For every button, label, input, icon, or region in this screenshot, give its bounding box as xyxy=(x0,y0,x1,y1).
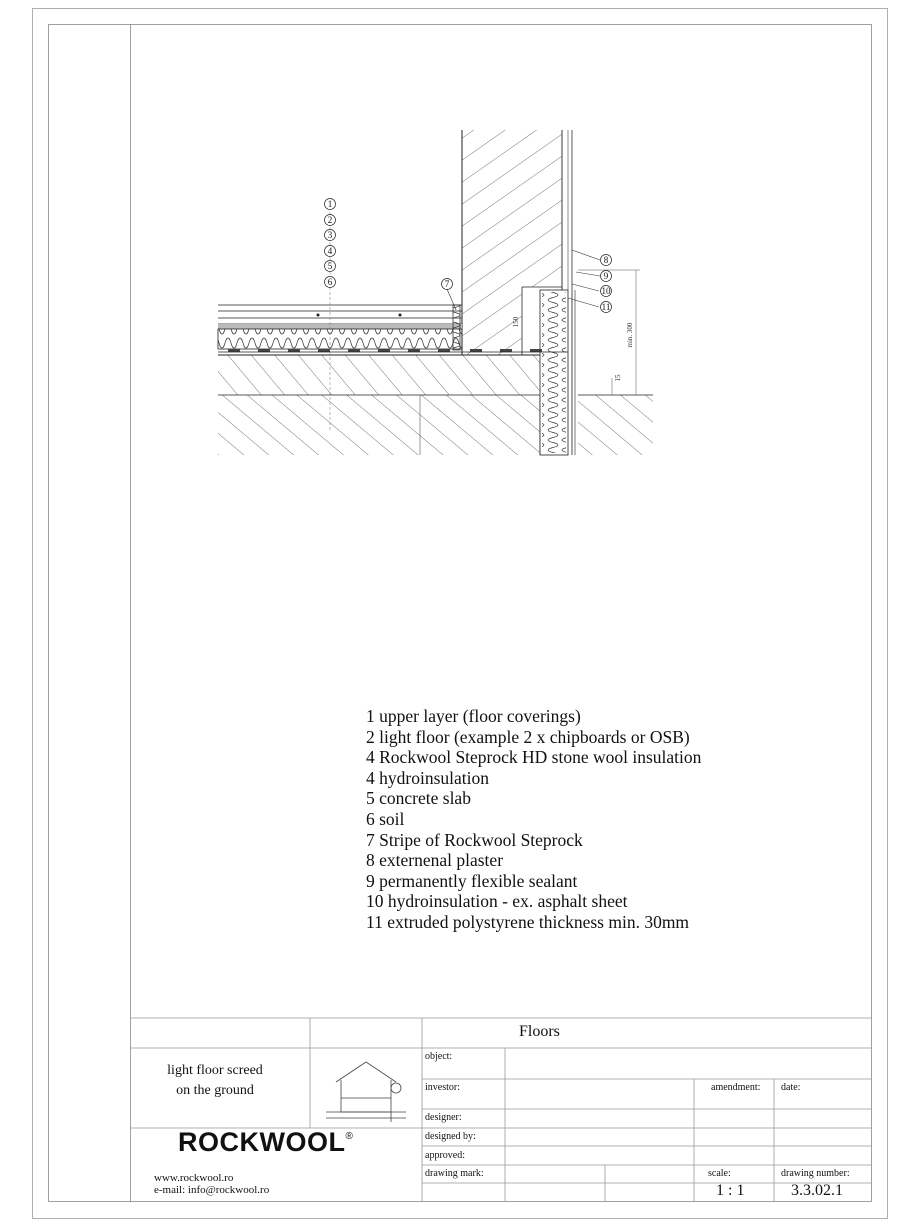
website-text: www.rockwool.ro xyxy=(154,1172,234,1184)
legend-item: 4 hydroinsulation xyxy=(366,767,489,788)
email-text: e-mail: info@rockwool.ro xyxy=(154,1184,270,1196)
dim-min-300: min. 300 xyxy=(626,322,634,348)
callout-6: 6 xyxy=(327,277,333,287)
drawing-number-label: drawing number: xyxy=(781,1168,850,1179)
callout-11: 11 xyxy=(601,302,611,312)
callout-10: 10 xyxy=(601,286,611,296)
legend-item: 6 soil xyxy=(366,808,405,829)
legend xyxy=(366,706,701,933)
legend-item: 8 externenal plaster xyxy=(366,850,504,871)
callout-7: 7 xyxy=(444,279,450,289)
object-label: object: xyxy=(425,1051,453,1062)
amendment-label: amendment: xyxy=(711,1082,761,1093)
designer-label: designer: xyxy=(425,1112,462,1123)
legend-item: 11 extruded polystyrene thickness min. 30mm xyxy=(366,911,690,932)
scale-label: scale: xyxy=(708,1168,731,1179)
outer-page-border xyxy=(33,9,888,1219)
approved-label: approved: xyxy=(425,1150,465,1161)
house-pictogram-icon xyxy=(326,1062,406,1122)
investor-label: investor: xyxy=(425,1082,460,1093)
rockwool-logo: ROCKWOOL® xyxy=(178,1127,354,1157)
callout-1: 1 xyxy=(327,199,333,209)
steprock-insulation xyxy=(218,329,462,349)
scale-value: 1 : 1 xyxy=(716,1182,745,1199)
dim-150: 150 xyxy=(512,316,520,328)
legend-item: 5 concrete slab xyxy=(366,788,471,809)
legend-item: 7 Stripe of Rockwool Steprock xyxy=(366,829,583,850)
dim-15: 15 xyxy=(614,374,622,382)
title-block-grid xyxy=(130,1018,872,1202)
category-title: Floors xyxy=(519,1023,560,1040)
drawing-mark-label: drawing mark: xyxy=(425,1168,484,1179)
designed-by-label: designed by: xyxy=(425,1131,476,1142)
drawing-title-line1: light floor screed xyxy=(167,1063,263,1078)
drawing-title-line2: on the ground xyxy=(176,1083,254,1098)
legend-item: 1 upper layer (floor coverings) xyxy=(366,706,581,726)
date-label: date: xyxy=(781,1082,801,1093)
soil-hatch-left xyxy=(218,395,540,455)
concrete-slab xyxy=(218,355,540,395)
legend-item: 9 permanently flexible sealant xyxy=(366,870,578,891)
soil-hatch-right xyxy=(578,395,653,455)
logo-text: ROCKWOOL xyxy=(178,1127,346,1157)
wall-hatch xyxy=(462,130,562,287)
callout-8: 8 xyxy=(603,255,609,265)
callout-2: 2 xyxy=(327,215,333,225)
callout-9: 9 xyxy=(603,271,609,281)
callout-3: 3 xyxy=(327,230,333,240)
legend-item: 10 hydroinsulation - ex. asphalt sheet xyxy=(366,891,628,912)
drawing-title xyxy=(140,1061,290,1101)
drawing-number: 3.3.02.1 xyxy=(791,1182,843,1199)
hydroinsulation-layer xyxy=(218,324,462,329)
legend-item: 4 Rockwool Steprock HD stone wool insulation xyxy=(366,747,702,768)
edge-stripe xyxy=(453,305,460,350)
callout-5: 5 xyxy=(327,261,333,271)
inner-page-border xyxy=(49,25,872,1202)
legend-item: 2 light floor (example 2 x chipboards or OSB) xyxy=(366,726,690,747)
callout-4: 4 xyxy=(327,246,333,256)
